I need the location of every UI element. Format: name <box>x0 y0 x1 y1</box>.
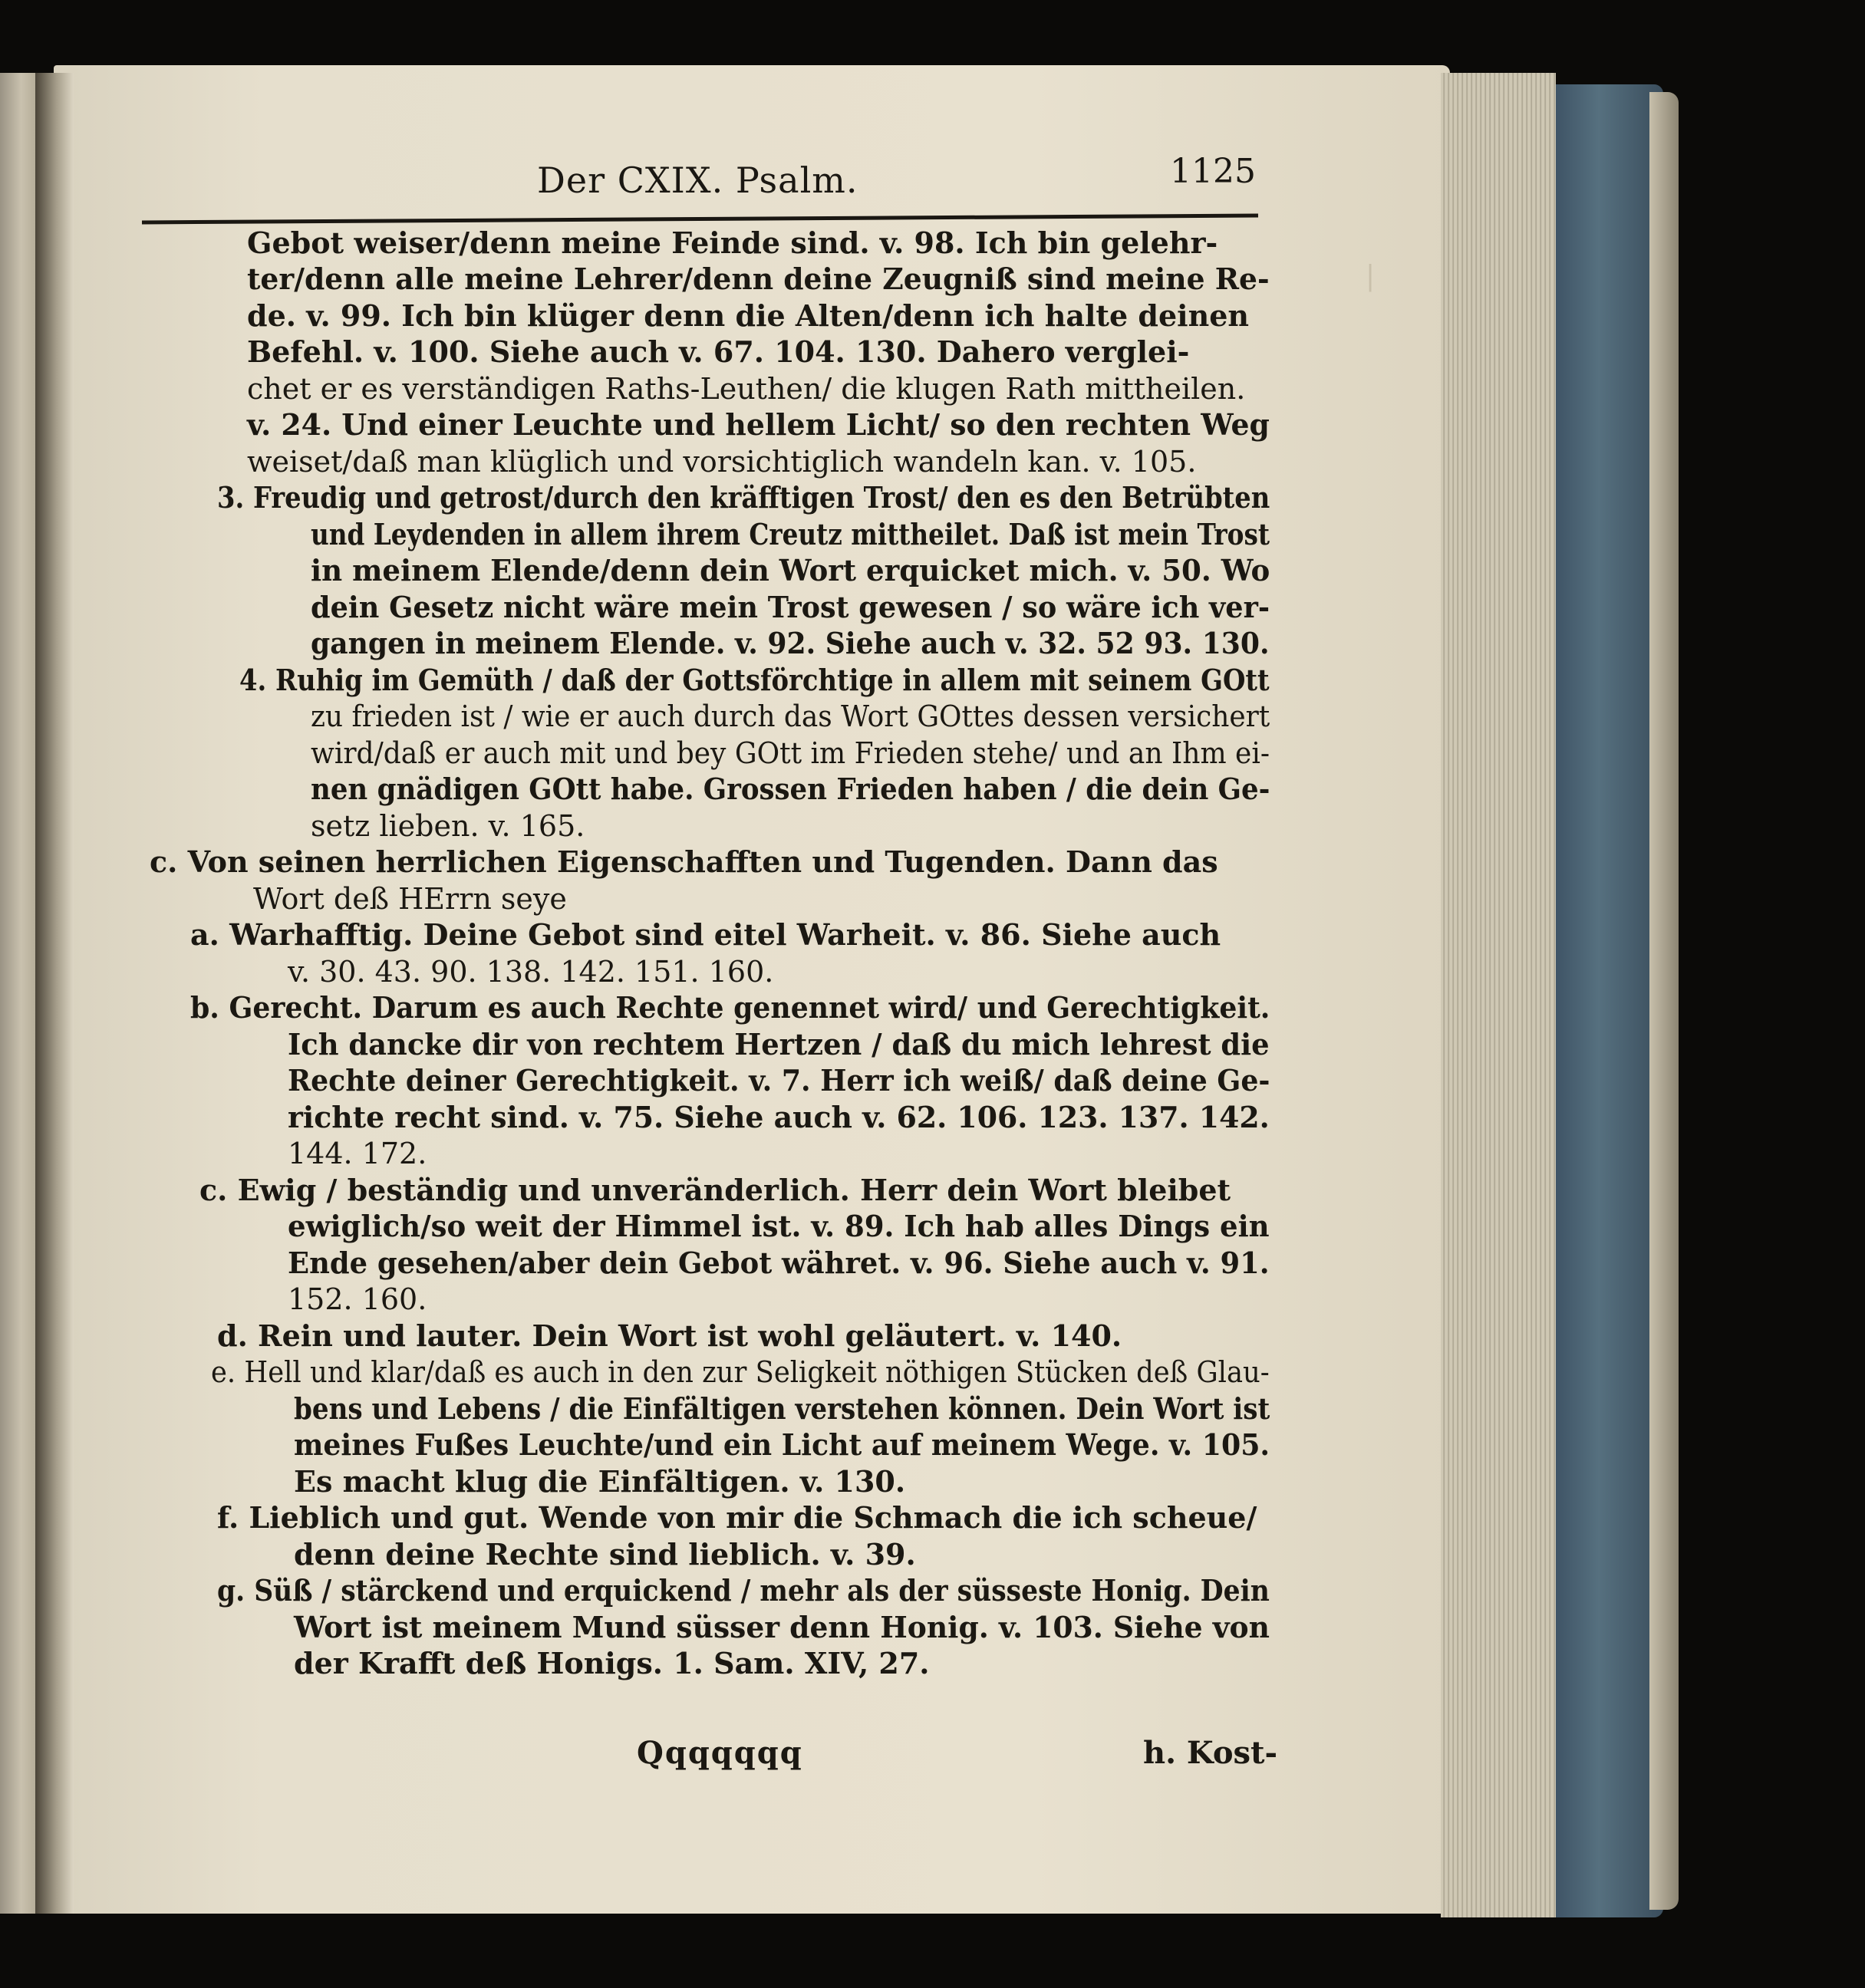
text-line: 144. 172. <box>288 1137 427 1170</box>
text-line: Wort deß HErrn seye <box>253 882 567 916</box>
text-line: chet er es verständigen Raths-Leuthen/ die klugen Rath mittheilen. <box>247 372 1246 406</box>
text-line: a. Warhafftig. Deine Gebot sind eitel Warheit. v. 86. Siehe auch <box>190 917 1221 952</box>
text-line: Ich dancke dir von rechtem Hertzen / daß du mich lehrest die <box>288 1027 1270 1061</box>
text-line: Befehl. v. 100. Siehe auch v. 67. 104. 130. Dahero verglei- <box>247 334 1190 369</box>
page-number: 1125 <box>1170 152 1256 191</box>
text-line: Wort ist meinem Mund süsser denn Honig. v. 103. Siehe von <box>294 1610 1270 1644</box>
text-line: gangen in meinem Elende. v. 92. Siehe auch v. 32. 52 93. 130. <box>311 626 1270 660</box>
text-line: v. 24. Und einer Leuchte und hellem Licht/ so den rechten Weg <box>247 407 1270 442</box>
text-line: der Krafft deß Honigs. 1. Sam. XIV, 27. <box>294 1646 930 1680</box>
text-line: g. Süß / stärckend und erquickend / mehr als der süsseste Honig. Dein <box>217 1573 1270 1608</box>
text-line: e. Hell und klar/daß es auch in den zur Seligkeit nöthigen Stücken deß Glau- <box>211 1355 1270 1389</box>
text-line: weiset/daß man klüglich und vorsichtiglich wandeln kan. v. 105. <box>247 445 1197 479</box>
text-line: Rechte deiner Gerechtigkeit. v. 7. Herr ich weiß/ daß deine Ge- <box>288 1063 1270 1098</box>
text-line: Gebot weiser/denn meine Feinde sind. v. 98. Ich bin gelehr- <box>247 225 1218 260</box>
text-line: bens und Lebens / die Einfältigen verstehen können. Dein Wort ist <box>294 1391 1270 1426</box>
text-line: v. 30. 43. 90. 138. 142. 151. 160. <box>288 955 774 989</box>
text-line: in meinem Elende/denn dein Wort erquicket mich. v. 50. Wo <box>311 553 1270 588</box>
text-line: f. Lieblich und gut. Wende von mir die Schmach die ich scheue/ <box>217 1500 1257 1535</box>
text-line: zu frieden ist / wie er auch durch das Wort GOttes dessen versichert <box>311 699 1270 733</box>
text-line: ewiglich/so weit der Himmel ist. v. 89. Ich hab alles Dings ein <box>288 1209 1270 1243</box>
text-line: dein Gesetz nicht wäre mein Trost gewesen / so wäre ich ver- <box>311 590 1270 624</box>
text-line: wird/daß er auch mit und bey GOtt im Frieden stehe/ und an Ihm ei- <box>311 736 1270 770</box>
running-head: Der CXIX. Psalm. <box>537 160 858 201</box>
text-line: nen gnädigen GOtt habe. Grossen Frieden haben / die dein Ge- <box>311 772 1270 806</box>
text-line: 3. Freudig und getrost/durch den kräfftigen Trost/ den es den Betrübten <box>217 480 1270 515</box>
catchword: h. Kost- <box>1143 1735 1278 1771</box>
signature-mark: Qqqqqqq <box>637 1735 803 1771</box>
text-line: meines Fußes Leuchte/und ein Licht auf meinem Wege. v. 105. <box>294 1427 1270 1462</box>
text-line: denn deine Rechte sind lieblich. v. 39. <box>294 1537 916 1572</box>
text-line: setz lieben. v. 165. <box>311 809 585 843</box>
text-line: ter/denn alle meine Lehrer/denn deine Zeugniß sind meine Re- <box>247 262 1270 296</box>
text-line: b. Gerecht. Darum es auch Rechte genennet wird/ und Gerechtigkeit. <box>190 990 1270 1025</box>
text-line: 4. Ruhig im Gemüth / daß der Gottsförchtige in allem mit seinem GOtt <box>239 663 1270 697</box>
text-line: c. Von seinen herrlichen Eigenschafften und Tugenden. Dann das <box>150 844 1218 879</box>
text-line: c. Ewig / beständig und unveränderlich. Herr dein Wort bleibet <box>199 1173 1231 1207</box>
text-line: Es macht klug die Einfältigen. v. 130. <box>294 1464 906 1499</box>
text-line: richte recht sind. v. 75. Siehe auch v. 62. 106. 123. 137. 142. <box>288 1100 1270 1134</box>
bleed-through: | <box>1366 261 1376 292</box>
text-line: und Leydenden in allem ihrem Creutz mittheilet. Daß ist mein Trost <box>311 517 1270 551</box>
text-line: 152. 160. <box>288 1282 427 1316</box>
text-line: de. v. 99. Ich bin klüger denn die Alten/denn ich halte deinen <box>247 298 1250 333</box>
text-line: Ende gesehen/aber dein Gebot währet. v. 96. Siehe auch v. 91. <box>288 1246 1270 1280</box>
text-line: d. Rein und lauter. Dein Wort ist wohl geläutert. v. 140. <box>217 1318 1122 1353</box>
